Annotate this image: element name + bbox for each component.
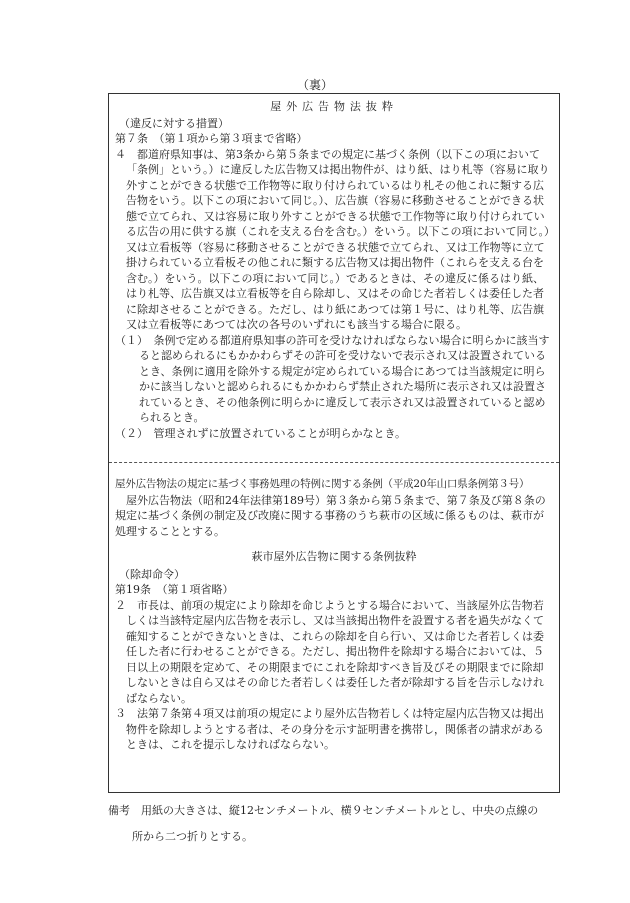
remarks-line-1: 備考 用紙の大きさは、縦12センチメートル、横９センチメートルとし、中央の点線の — [108, 804, 539, 817]
section2-body: 屋外広告物法（昭和24年法律第189号）第３条から第５条まで、第７条及び第８条の規定に基づく条例の制定及び改廃に関する事務のうち萩市の区域に係るものは、萩市が処理することとする。 — [115, 493, 546, 538]
section3-title: 萩市屋外広告物に関する条例抜粋 — [251, 550, 417, 563]
section1-item-1: （１） 条例で定める都道府県知事の許可を受けなければならない場合に明らかに該当すると認められるにもかかわらずその許可を受けないで表示され又は設置されているとき、条例に適用を除外する規定が定められている場合にあつては当該規定に明らかに該当しないと認められるにもかかわらず禁止された場所に表示され又は設置されているとき、その他条例に明らかに違反して表示され又は設置されていると認められるとき。 — [115, 333, 550, 424]
section1-paragraph-4: ４ 都道府県知事は、第3条から第５条までの規定に基づく条例（以下この項において「条例」という。）に違反した広告物又は掲出物件が、はり紙、はり札等（容易に取り外すことができる状態で工作物等に取り付けられているはり札その他これに類する広告物をいう。以下この項において同じ。）、広告旗（容易に移動させることができる状態で立てられ、又は容易に取り外すことができる状態で工作物等に取り付けられている広告の用に供する旗（これを支える台を含む。）をいう。以下この項において同じ。）又は立看板等（容易に移動させることができる状態で立てられ、又は工作物等に立て掛けられている立看板その他これに類する広告物又は掲出物件（これらを支える台を含む。）をいう。以下この項において同じ。）であるときは、その違反に係るはり紙、はり札等、広告旗又は立看板等を自ら除却し、又はその命じた者若しくは委任した者に除却させることができる。ただし、はり紙にあつては第１号に、はり札等、広告旗又は立看板等にあつては次の各号のいずれにも該当する場合に限る。 — [115, 147, 550, 331]
remarks — [108, 798, 578, 850]
section3-caption: （除却命令） — [119, 567, 185, 581]
section3-paragraph-2: ２ 市長は、前項の規定により除却を命じようとする場合において、当該屋外広告物若しくは当該特定屋内広告物を表示し、又は当該掲出物件を設置する者を過失がなくて確知することができないときは、これらの除却を自ら行い、又は命じた者若しくは委任した者に行わせることができる。ただし、掲出物件を除却する場合においては、５日以上の期限を定めて、その期限までにこれを除却すべき旨及びその期限までに除却しないときは自ら又はその命じた者若しくは委任した者が除却する旨を告示しなければならない。 — [115, 598, 544, 705]
lower-panel — [109, 463, 559, 793]
section1-article-heading: 第７条 （第１項から第３項まで省略） — [115, 132, 308, 145]
section1-title: 屋外広告物法抜粋 — [270, 100, 398, 113]
upper-panel — [109, 94, 559, 462]
section3-paragraph-3: ３ 法第７条第４項又は前項の規定により屋外広告物若しくは特定屋内広告物又は掲出物件を除却しようとする者は、その身分を示す証明書を携帯し，関係者の請求があるときは、これを提示しなければならない。 — [115, 707, 544, 751]
section1-caption: （違反に対する措置） — [119, 116, 229, 130]
section3-article-heading: 第19条 （第１項省略） — [115, 583, 234, 596]
section2-heading: 屋外広告物法の規定に基づく事務処理の特例に関する条例（平成20年山口県条例第３号） — [115, 478, 530, 490]
notice-frame — [108, 93, 560, 793]
section1-item-2: （２） 管理されずに放置されていることが明らかなとき。 — [115, 426, 407, 440]
page-side-label: （裏） — [296, 78, 333, 92]
remarks-line-2: 所から二つ折りとする。 — [132, 830, 253, 843]
